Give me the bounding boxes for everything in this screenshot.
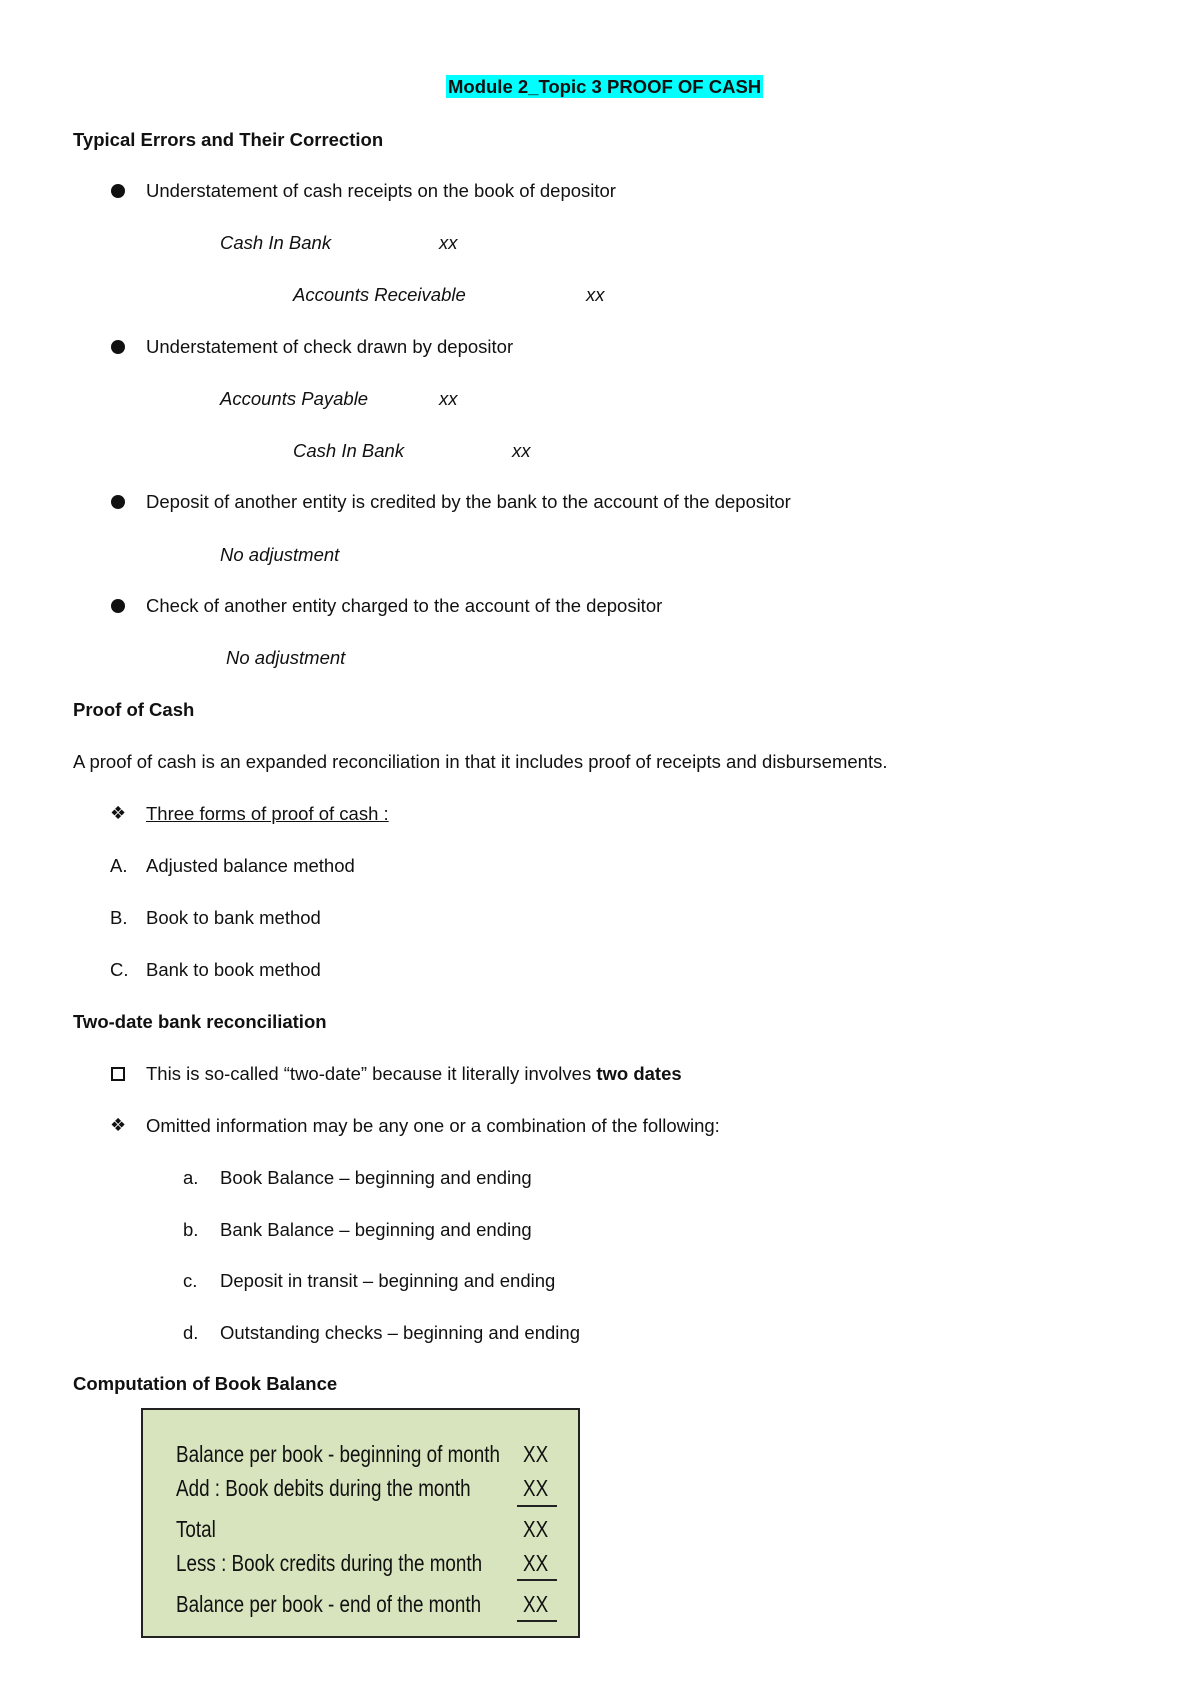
calc-row-label: Less : Book credits during the month	[176, 1550, 483, 1576]
calc-row-value: XX	[523, 1475, 549, 1501]
error-item-4: Check of another entity charged to the account of the depositor	[146, 595, 663, 616]
book-balance-box	[141, 1408, 580, 1638]
calc-row-label: Balance per book - end of the month	[176, 1591, 482, 1617]
entry-account: Cash In Bank	[220, 232, 332, 253]
error-item-2: Understatement of check drawn by depositor	[146, 336, 514, 357]
point-1-text: This is so-called “two-date” because it literally involves	[146, 1063, 597, 1084]
diamond-bullet-icon: ❖	[110, 803, 127, 823]
bullet-icon	[111, 599, 125, 613]
two-date-point-1	[146, 1063, 682, 1085]
calc-row-value: XX	[523, 1550, 549, 1576]
calc-row-label: Add : Book debits during the month	[176, 1475, 471, 1501]
omitted-item: Deposit in transit – beginning and ending	[220, 1270, 556, 1291]
entry-account: Accounts Receivable	[293, 284, 466, 305]
omitted-item: Outstanding checks – beginning and ending	[220, 1322, 580, 1343]
entry-account: Cash In Bank	[293, 440, 405, 461]
no-adjustment-note: No adjustment	[226, 647, 346, 668]
list-marker: b.	[183, 1219, 199, 1240]
form-item: Book to bank method	[146, 907, 321, 928]
calc-row-label: Total	[176, 1516, 216, 1542]
proof-paragraph: A proof of cash is an expanded reconciliation in that it includes proof of receipts and disbursements.	[73, 751, 888, 772]
bullet-icon	[111, 495, 125, 509]
entry-account: Accounts Payable	[220, 388, 369, 409]
total-underline	[517, 1620, 557, 1622]
two-date-heading: Two-date bank reconciliation	[73, 1011, 327, 1032]
calc-row-value: XX	[523, 1591, 549, 1617]
errors-heading: Typical Errors and Their Correction	[73, 129, 384, 150]
entry-amount: xx	[512, 440, 531, 461]
title-highlight: Module 2_Topic 3 PROOF OF CASH	[448, 76, 762, 97]
error-item-3: Deposit of another entity is credited by the bank to the account of the depositor	[146, 491, 791, 512]
entry-amount: xx	[586, 284, 605, 305]
sum-underline	[517, 1505, 557, 1507]
calc-row-value: XX	[523, 1441, 549, 1467]
point-1-bold: two dates	[596, 1063, 682, 1084]
forms-label: Three forms of proof of cash :	[146, 803, 389, 824]
sum-underline	[517, 1579, 557, 1581]
diamond-bullet-icon: ❖	[110, 1115, 127, 1135]
omitted-item: Bank Balance – beginning and ending	[220, 1219, 532, 1240]
list-marker: A.	[110, 855, 128, 876]
bullet-icon	[111, 340, 125, 354]
list-marker: a.	[183, 1167, 199, 1188]
page-title	[446, 76, 763, 98]
form-item: Adjusted balance method	[146, 855, 355, 876]
form-item: Bank to book method	[146, 959, 321, 980]
list-marker: c.	[183, 1270, 198, 1291]
entry-amount: xx	[439, 388, 458, 409]
calc-row-label: Balance per book - beginning of month	[176, 1441, 500, 1467]
list-marker: B.	[110, 907, 128, 928]
two-date-point-2: Omitted information may be any one or a combination of the following:	[146, 1115, 720, 1136]
proof-heading: Proof of Cash	[73, 699, 195, 720]
no-adjustment-note: No adjustment	[220, 544, 340, 565]
computation-heading: Computation of Book Balance	[73, 1373, 338, 1394]
omitted-item: Book Balance – beginning and ending	[220, 1167, 532, 1188]
calc-row-value: XX	[523, 1516, 549, 1542]
entry-amount: xx	[439, 232, 458, 253]
bullet-icon	[111, 184, 125, 198]
error-item-1: Understatement of cash receipts on the book of depositor	[146, 180, 616, 201]
list-marker: d.	[183, 1322, 199, 1343]
list-marker: C.	[110, 959, 129, 980]
checkbox-bullet-icon	[111, 1067, 125, 1081]
